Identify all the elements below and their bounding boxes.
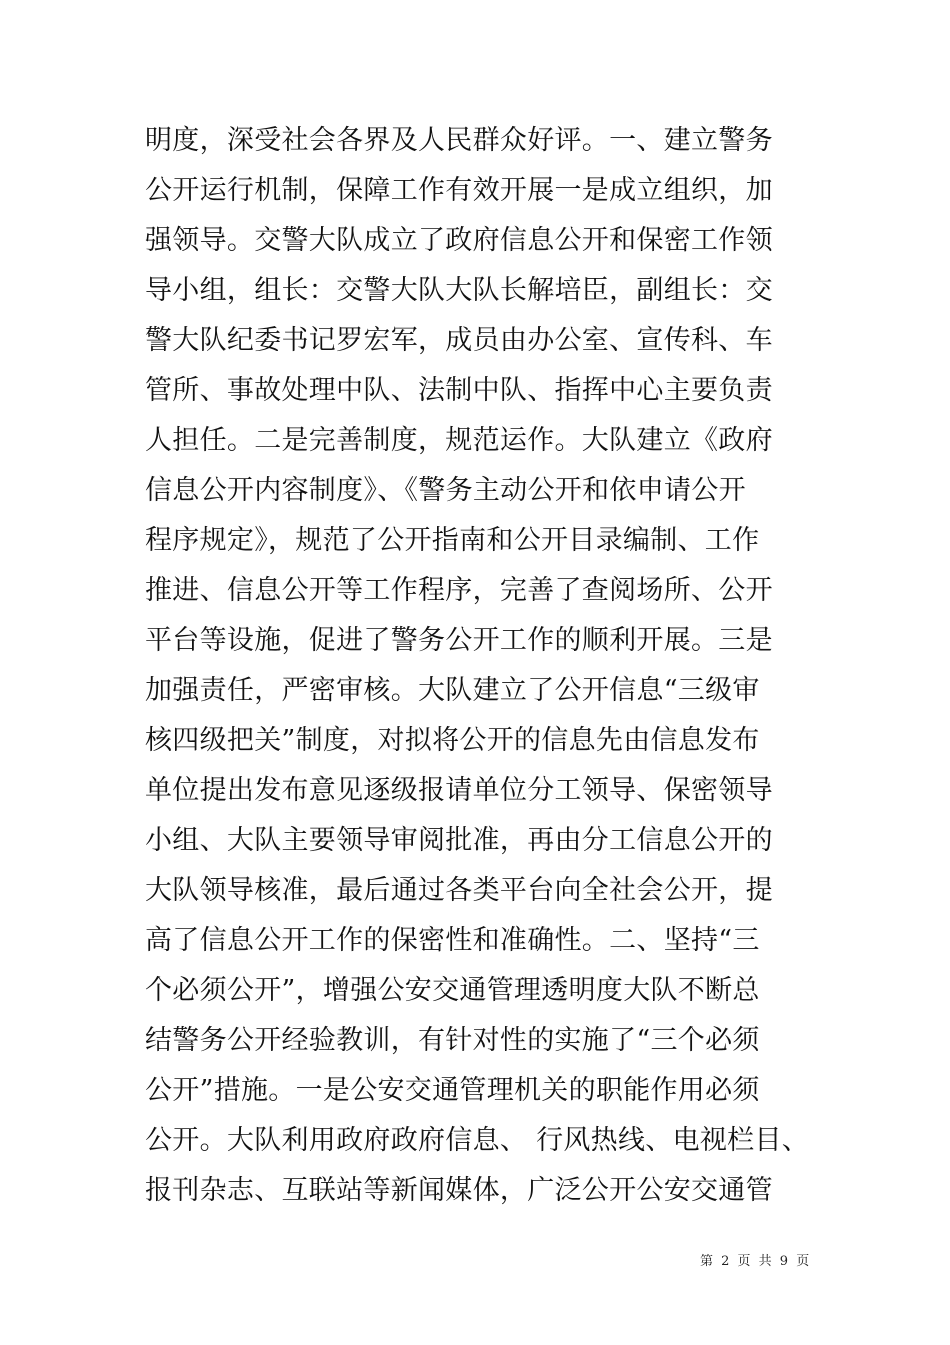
text-line: 小组、大队主要领导审阅批准，再由分工信息公开的 bbox=[145, 825, 773, 856]
text-line: 推进、信息公开等工作程序，完善了查阅场所、公开 bbox=[145, 575, 773, 606]
text-line: 强领导。交警大队成立了政府信息公开和保密工作领 bbox=[145, 225, 773, 256]
document-body bbox=[145, 116, 845, 1216]
text-line: 警大队纪委书记罗宏军，成员由办公室、宣传科、车 bbox=[145, 325, 773, 356]
text-line: 程序规定》，规范了公开指南和公开目录编制、工作 bbox=[145, 525, 760, 556]
text-line: 个必须公开”，增强公安交通管理透明度大队不断总 bbox=[145, 975, 760, 1006]
text-line: 加强责任，严密审核。大队建立了公开信息“三级审 bbox=[145, 675, 760, 706]
text-line: 大队领导核准，最后通过各类平台向全社会公开，提 bbox=[145, 875, 773, 906]
text-line: 公开。大队利用政府政府信息、 行风热线、电视栏目、 bbox=[145, 1125, 810, 1156]
text-line: 公开运行机制，保障工作有效开展一是成立组织，加 bbox=[145, 175, 773, 206]
page-number: 第 2 页 共 9 页 bbox=[700, 1254, 812, 1269]
text-line: 公开”措施。一是公安交通管理机关的职能作用必须 bbox=[145, 1075, 760, 1106]
text-line: 信息公开内容制度》、《警务主动公开和依申请公开 bbox=[145, 475, 746, 506]
text-line: 报刊杂志、互联站等新闻媒体，广泛公开公安交通管 bbox=[145, 1175, 773, 1206]
text-line: 核四级把关”制度，对拟将公开的信息先由信息发布 bbox=[145, 725, 760, 756]
text-line: 结警务公开经验教训，有针对性的实施了“三个必须 bbox=[145, 1025, 760, 1056]
text-line: 高了信息公开工作的保密性和准确性。二、坚持“三 bbox=[145, 925, 760, 956]
text-line: 管所、事故处理中队、法制中队、指挥中心主要负责 bbox=[145, 375, 773, 406]
text-line: 人担任。二是完善制度，规范运作。大队建立《政府 bbox=[145, 425, 773, 456]
text-line: 导小组，组长：交警大队大队长解培臣，副组长：交 bbox=[145, 275, 773, 306]
text-line: 平台等设施，促进了警务公开工作的顺利开展。三是 bbox=[145, 625, 773, 656]
text-line: 单位提出发布意见逐级报请单位分工领导、保密领导 bbox=[145, 775, 773, 806]
text-line: 明度，深受社会各界及人民群众好评。一、建立警务 bbox=[145, 125, 773, 156]
